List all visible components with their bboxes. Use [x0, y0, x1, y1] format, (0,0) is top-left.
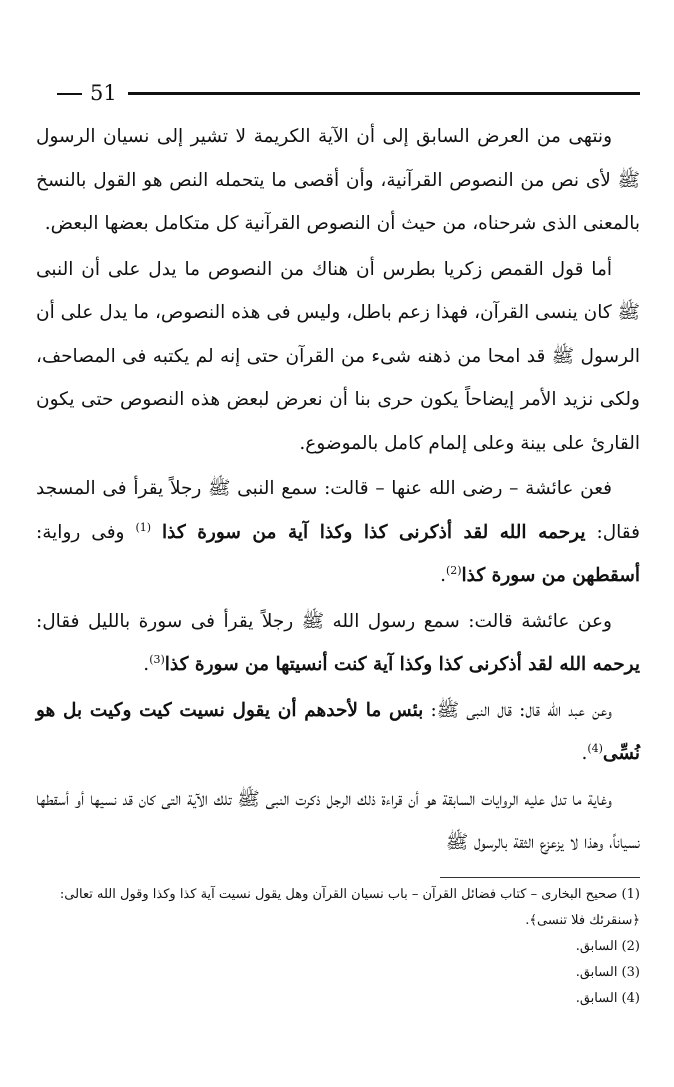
- paragraph-text: ونتهى من العرض السابق إلى أن الآية الكريمة لا تشير إلى نسيان الرسول ﷺ لأى نص من النصوص القرآنية، وأن أقصى ما يتحمله النص هو القول بالنسخ بالمعنى الذى شرحناه، من حيث أن النصوص القرآنية كل متكامل بعضها البعض.: [36, 126, 640, 234]
- paragraph-text: [151, 522, 162, 543]
- header-rule-short: [57, 93, 82, 95]
- footnote-separator: [440, 877, 640, 878]
- page-number: 51: [90, 81, 117, 105]
- hadith-quote: أسقطهن من سورة كذا: [461, 565, 640, 586]
- paragraph-text: وعن عائشة قالت: سمع رسول الله ﷺ رجلاً يقرأ فى سورة بالليل فقال:: [36, 610, 612, 632]
- footnotes: [36, 882, 640, 1012]
- hadith-quote: يرحمه الله لقد أذكرنى كذا وكذا آية كنت أنسيتها من سورة كذا: [164, 654, 640, 675]
- paragraph: [36, 778, 640, 865]
- footnote-marker: (4): [587, 741, 603, 755]
- paragraph-text: .: [143, 654, 150, 675]
- paragraph-text: .: [581, 743, 588, 764]
- hadith-quote: يرحمه الله لقد أذكرنى كذا وكذا آية من سورة كذا: [162, 521, 586, 543]
- paragraph-text: فعن عائشة – رضى الله عنها – قالت: سمع النبى ﷺ رجلاً يقرأ فى المسجد فقال:: [36, 478, 640, 543]
- footnote-item: (3) السابق.: [575, 965, 640, 980]
- footnote-item: (4) السابق.: [575, 991, 640, 1006]
- paragraph-text: وغاية ما تدل عليه الروايات السابقة هو أن قراءة ذلك الرجل ذكرت النبى ﷺ تلك الآية التى كان قد نسيها أو أسقطها نسياناً، وهذا لا يزعزع الثقة بالرسول ﷺ: [36, 788, 640, 853]
- body-text: [36, 115, 640, 865]
- paragraph-text: .: [440, 565, 446, 586]
- header-rule-long: [128, 92, 640, 95]
- paragraph-text: وفى رواية:: [36, 521, 136, 543]
- paragraph: [36, 689, 640, 776]
- footnote-marker: (2): [445, 563, 462, 577]
- paragraph: [36, 248, 640, 466]
- paragraph: [36, 115, 640, 246]
- hadith-quote: بئس ما لأحدهم أن يقول نسيت كيت وكيت بل هو نُسِّى: [36, 699, 640, 764]
- paragraph-text: أما قول القمص زكريا بطرس أن هناك من النصوص ما يدل على أن النبى ﷺ كان ينسى القرآن، فهذا زعم باطل، وليس فى هذه النصوص، ما يدل على أن الرسول ﷺ قد امحا من ذهنه شىء من القرآن حتى إنه لم يكتبه فى المصاحف، ولكى نزيد الأمر إيضاحاً يكون حرى بنا أن نعرض لبعض هذه النصوص حتى يكون القارئ على بينة وعلى إلمام كامل بالموضوع.: [36, 258, 640, 454]
- page-header: [0, 80, 674, 106]
- footnote-marker: (3): [149, 652, 165, 666]
- footnote-marker: (1): [135, 520, 152, 534]
- paragraph: [36, 600, 640, 687]
- paragraph-text: وعن عبد الله قال: قال النبى ﷺ:: [423, 699, 612, 721]
- paragraph: [36, 467, 640, 598]
- footnote-item: (2) السابق.: [575, 939, 640, 954]
- footnote-item: (1) صحيح البخارى – كتاب فضائل القرآن – باب نسيان القرآن وهل يقول نسيت آية كذا وكذا وقول الله تعالى: ﴿سنقرئك فلا تنسى﴾.: [59, 887, 640, 928]
